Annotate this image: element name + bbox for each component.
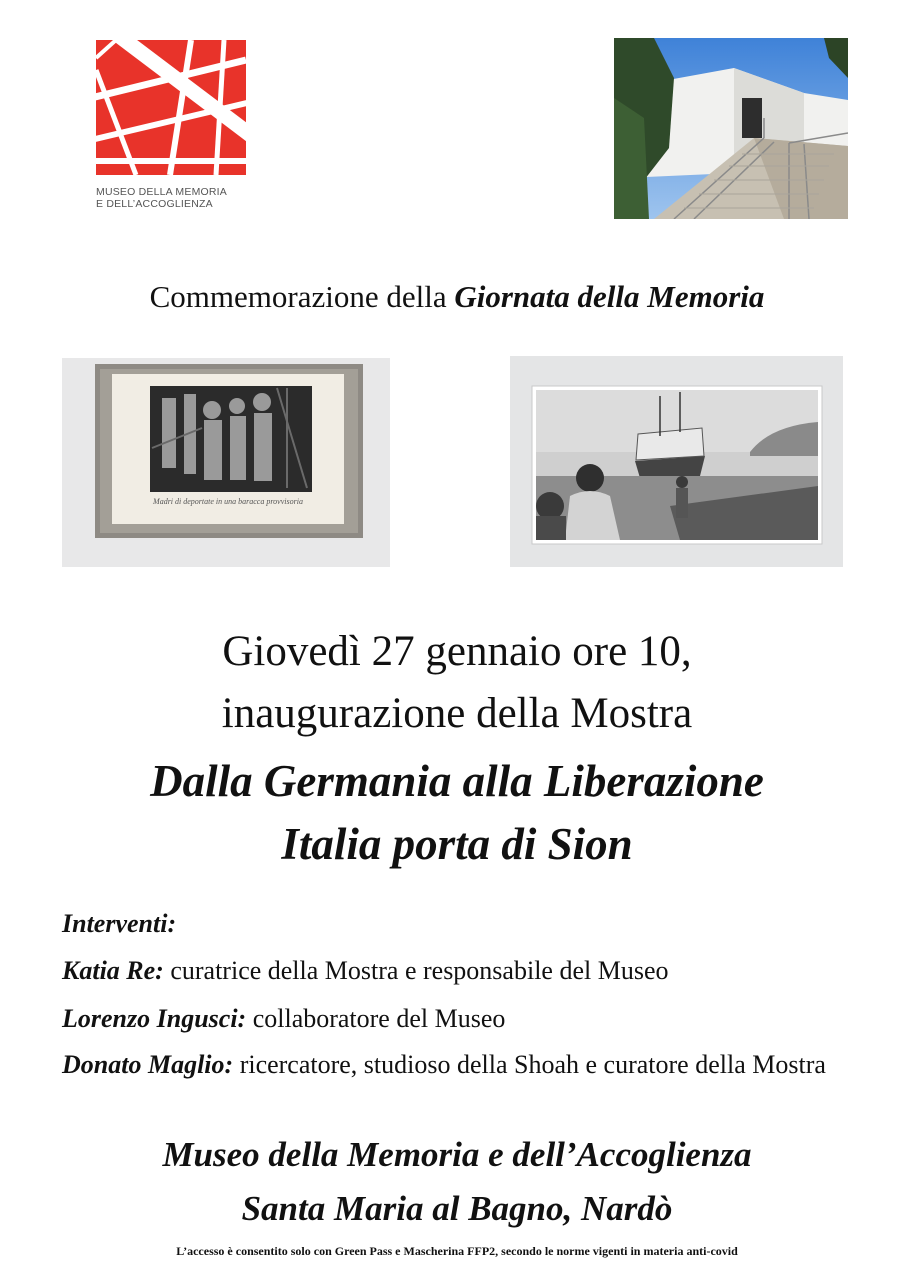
exhibit-photo-left: [62, 358, 390, 567]
logo-line-2: E DELL’ACCOGLIENZA: [96, 198, 213, 210]
speaker-name: Lorenzo Ingusci:: [62, 1004, 247, 1033]
building-illustration: [614, 38, 848, 219]
framed-photo-illustration: [62, 358, 390, 567]
speaker-item: [62, 1049, 852, 1081]
speaker-item: [62, 955, 852, 987]
museum-logo-text: [96, 186, 227, 210]
event-date-line: Giovedì 27 gennaio ore 10,: [222, 628, 692, 675]
ship-photo-illustration: [510, 356, 843, 567]
speakers-label-text: Interventi:: [62, 909, 177, 938]
heading-prefix: Commemorazione della: [149, 279, 455, 314]
event-inauguration-line: inaugurazione della Mostra: [221, 690, 693, 737]
commemoration-heading: [0, 279, 914, 315]
speaker-item: [62, 1003, 852, 1035]
speaker-name: Donato Maglio:: [62, 1050, 234, 1079]
exhibit-photo-right: [510, 356, 843, 567]
venue-place: Santa Maria al Bagno, Nardò: [241, 1189, 673, 1228]
exhibition-title-line-1: Dalla Germania alla Liberazione: [150, 756, 764, 806]
speaker-role: ricercatore, studioso della Shoah e curatore della Mostra: [233, 1050, 826, 1079]
speaker-role: curatrice della Mostra e responsabile del Museo: [163, 956, 669, 985]
venue-museum: Museo della Memoria e dell’Accoglienza: [162, 1135, 752, 1174]
speaker-name: Katia Re:: [62, 956, 164, 985]
heading-emphasis: Giornata della Memoria: [454, 279, 765, 314]
museum-building-photo: [614, 38, 848, 219]
museum-logo: [96, 40, 246, 175]
exhibition-title-line-2: Italia porta di Sion: [281, 819, 633, 869]
left-photo-caption: Madri di deportate in una baracca provvisoria: [153, 497, 303, 506]
logo-line-1: MUSEO DELLA MEMORIA: [96, 186, 227, 198]
access-note: L’accesso è consentito solo con Green Pass e Mascherina FFP2, secondo le norme vigenti in materia anti-covid: [176, 1244, 738, 1258]
speaker-role: collaboratore del Museo: [246, 1004, 506, 1033]
museum-logo-mark: [96, 40, 246, 175]
speakers-label: [62, 908, 852, 940]
